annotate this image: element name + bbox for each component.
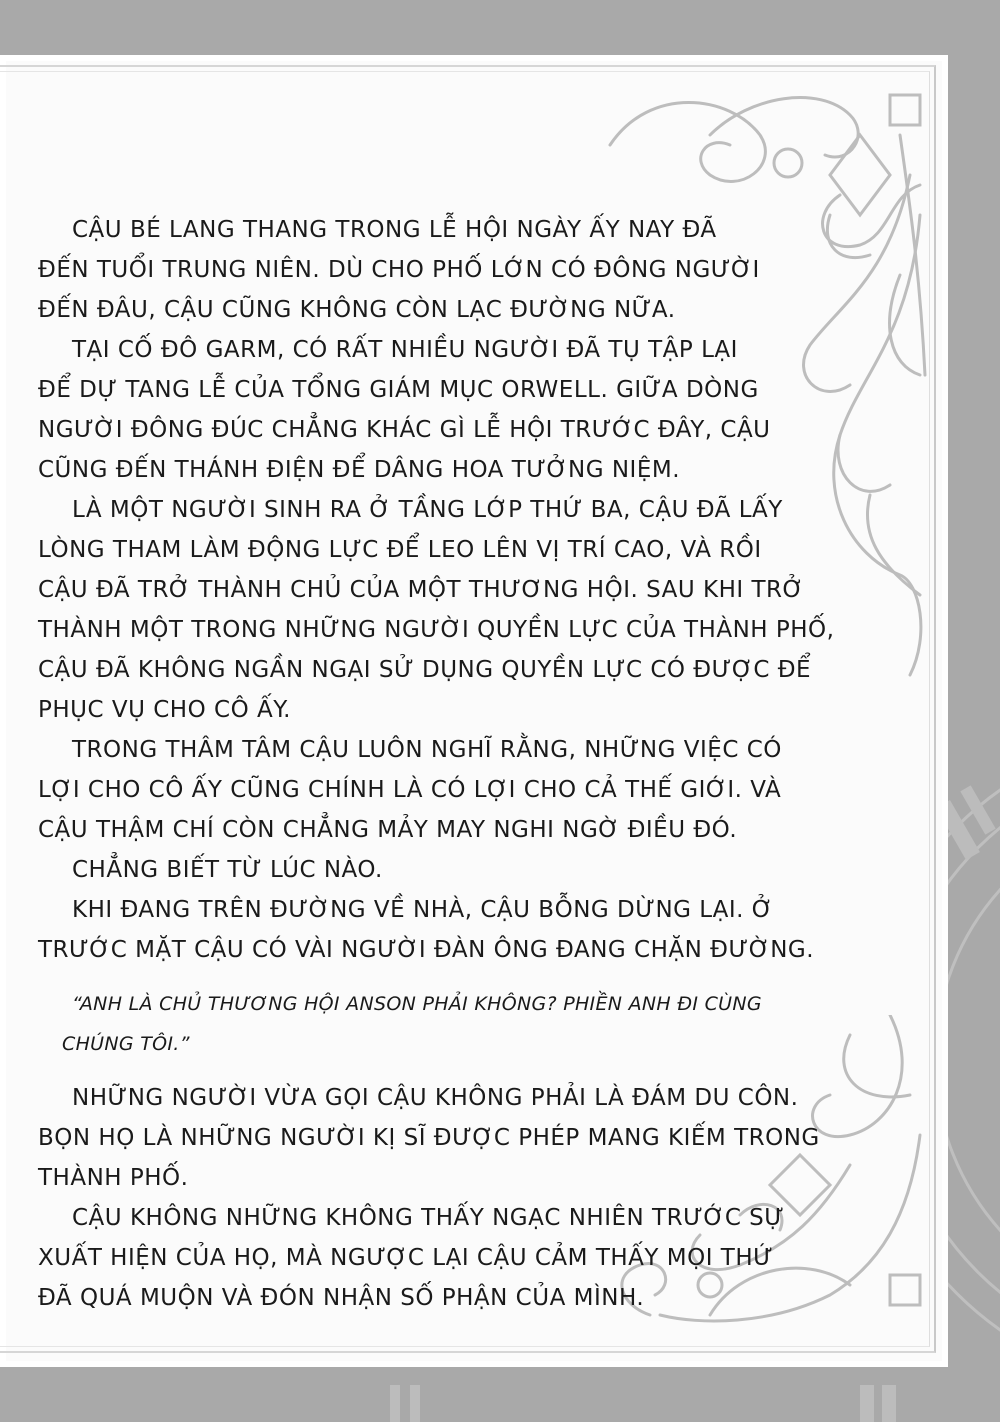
text-line: BỌN HỌ LÀ NHỮNG NGƯỜI KỊ SĨ ĐƯỢC PHÉP MANG KIẾM TRONG — [38, 1125, 820, 1151]
text-line: ĐÃ QUÁ MUỘN VÀ ĐÓN NHẬN SỐ PHẬN CỦA MÌNH. — [38, 1285, 645, 1311]
text-line: THÀNH MỘT TRONG NHỮNG NGƯỜI QUYỀN LỰC CỦA THÀNH PHỐ, — [38, 617, 835, 643]
text-line: THÀNH PHỐ. — [38, 1165, 189, 1191]
text-line: XUẤT HIỆN CỦA HỌ, MÀ NGƯỢC LẠI CẬU CẢM THẤY MỌI THỨ — [38, 1245, 774, 1271]
text-line: NGƯỜI ĐÔNG ĐÚC CHẲNG KHÁC GÌ LỄ HỘI TRƯỚC ĐÂY, CẬU — [38, 417, 771, 443]
text-line: LÒNG THAM LÀM ĐỘNG LỰC ĐỂ LEO LÊN VỊ TRÍ CAO, VÀ RỒI — [38, 537, 762, 563]
text-line: CẬU BÉ LANG THANG TRONG LỄ HỘI NGÀY ẤY NAY ĐÃ — [72, 217, 717, 243]
text-line: CẬU KHÔNG NHỮNG KHÔNG THẤY NGẠC NHIÊN TRƯỚC SỰ — [72, 1205, 785, 1231]
text-line: CẬU ĐÃ TRỞ THÀNH CHỦ CỦA MỘT THƯƠNG HỘI. SAU KHI TRỞ — [38, 577, 805, 603]
text-line: KHI ĐANG TRÊN ĐƯỜNG VỀ NHÀ, CẬU BỖNG DỪNG LẠI. Ở — [72, 897, 774, 923]
text-line: LÀ MỘT NGƯỜI SINH RA Ở TẦNG LỚP THỨ BA, CẬU ĐÃ LẤY — [72, 497, 783, 523]
text-line: CHẲNG BIẾT TỪ LÚC NÀO. — [72, 857, 383, 883]
text-line: PHỤC VỤ CHO CÔ ẤY. — [38, 697, 291, 723]
body-text — [38, 210, 878, 1318]
text-line: ĐẾN ĐÂU, CẬU CŨNG KHÔNG CÒN LẠC ĐƯỜNG NỮA. — [38, 297, 676, 323]
text-line: CẬU ĐÃ KHÔNG NGẦN NGẠI SỬ DỤNG QUYỀN LỰC CÓ ĐƯỢC ĐỂ — [38, 657, 812, 683]
text-line: CŨNG ĐẾN THÁNH ĐIỆN ĐỂ DÂNG HOA TƯỞNG NIỆM. — [38, 457, 681, 483]
quote-line: CHÚNG TÔI.” — [62, 1033, 190, 1055]
text-line: ĐỂ DỰ TANG LỄ CỦA TỔNG GIÁM MỤC ORWELL. GIỮA DÒNG — [38, 377, 759, 403]
text-line: LỢI CHO CÔ ẤY CŨNG CHÍNH LÀ CÓ LỢI CHO CẢ THẾ GIỚI. VÀ — [38, 777, 782, 803]
text-line: TRƯỚC MẶT CẬU CÓ VÀI NGƯỜI ĐÀN ÔNG ĐANG CHẶN ĐƯỜNG. — [38, 937, 815, 963]
text-line: TẠI CỐ ĐÔ GARM, CÓ RẤT NHIỀU NGƯỜI ĐÃ TỤ TẬP LẠI — [72, 337, 738, 363]
text-line: TRONG THÂM TÂM CẬU LUÔN NGHĨ RẰNG, NHỮNG VIỆC CÓ — [72, 737, 782, 763]
text-line: ĐẾN TUỔI TRUNG NIÊN. DÙ CHO PHỐ LỚN CÓ ĐÔNG NGƯỜI — [38, 257, 760, 283]
text-line: CẬU THẬM CHÍ CÒN CHẲNG MẢY MAY NGHI NGỜ ĐIỀU ĐÓ. — [38, 817, 738, 843]
quote-line: “ANH LÀ CHỦ THƯƠNG HỘI ANSON PHẢI KHÔNG? PHIỀN ANH ĐI CÙNG — [72, 993, 762, 1015]
text-line: NHỮNG NGƯỜI VỪA GỌI CẬU KHÔNG PHẢI LÀ ĐÁM DU CÔN. — [72, 1085, 799, 1111]
